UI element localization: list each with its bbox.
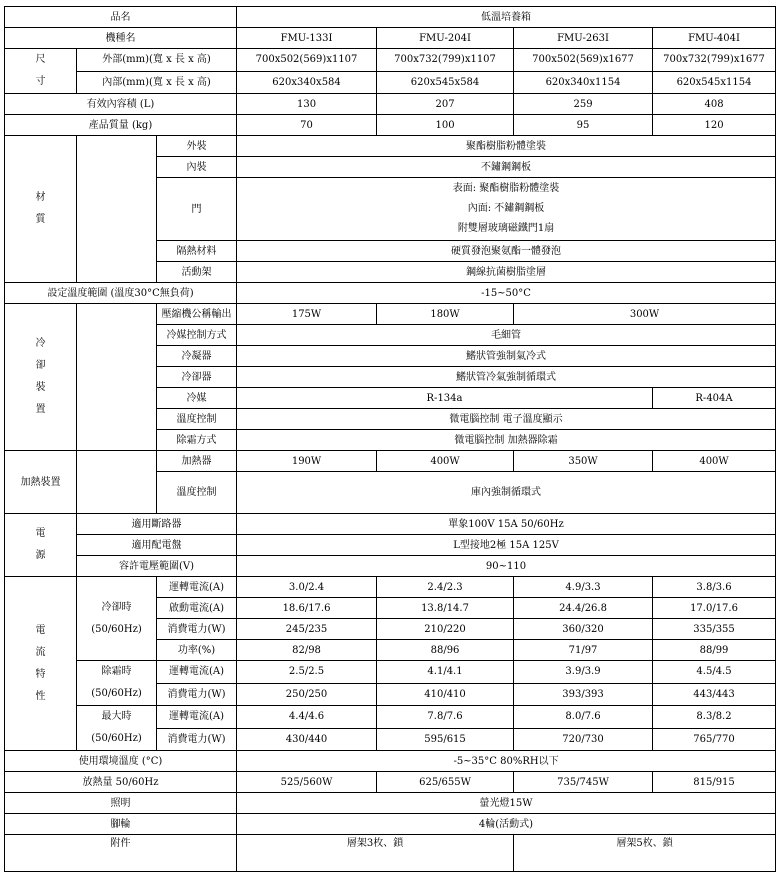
compressor-label: 壓縮機公稱輸出 xyxy=(157,304,237,325)
material-blank-cell xyxy=(77,136,157,283)
model-4: FMU-404I xyxy=(653,28,776,49)
cooling-running-current-1: 3.0/2.4 xyxy=(237,577,377,598)
heat-output-4: 815/915 xyxy=(653,772,776,793)
max-running-current-1: 4.4/4.6 xyxy=(237,706,377,729)
power-group-label: 電 源 xyxy=(5,514,77,577)
refrigerant-control-label: 冷媒控制方式 xyxy=(157,325,237,346)
row-weight xyxy=(5,115,776,136)
row-inner-dimensions xyxy=(5,71,776,94)
row-casters xyxy=(5,814,776,835)
cooling-running-current-4: 3.8/3.6 xyxy=(653,577,776,598)
breaker-value: 單象100V 15A 50/60Hz xyxy=(237,514,776,535)
row-outer-dimensions xyxy=(5,49,776,72)
compressor-3: 300W xyxy=(514,304,776,325)
heater-1: 190W xyxy=(237,451,377,472)
compressor-2: 180W xyxy=(377,304,514,325)
material-exterior-label: 外裝 xyxy=(157,136,237,157)
temp-range-label: 設定溫度範圍 (溫度30°C無負荷) xyxy=(5,283,237,304)
model-2: FMU-204I xyxy=(377,28,514,49)
defrost-power-1: 250/250 xyxy=(237,683,377,706)
weight-label: 產品質量 (kg) xyxy=(5,115,237,136)
electrical-group-label: 電 流 特 性 xyxy=(5,577,77,751)
weight-2: 100 xyxy=(377,115,514,136)
heat-output-3: 735/745W xyxy=(514,772,653,793)
model-1: FMU-133I xyxy=(237,28,377,49)
max-running-current-2: 7.8/7.6 xyxy=(377,706,514,729)
evaporator-label: 冷卻器 xyxy=(157,367,237,388)
heat-output-1: 525/560W xyxy=(237,772,377,793)
cooling-blank-cell xyxy=(77,304,157,451)
weight-3: 95 xyxy=(514,115,653,136)
heater-2: 400W xyxy=(377,451,514,472)
lighting-label: 照明 xyxy=(5,793,237,814)
cooling-starting-current-4: 17.0/17.6 xyxy=(653,598,776,619)
casters-value: 4輪(活動式) xyxy=(237,814,776,835)
capacity-2: 207 xyxy=(377,94,514,115)
outer-dimensions-3: 700x502(569)x1677 xyxy=(514,49,653,72)
cooling-starting-current-label: 啟動電流(A) xyxy=(157,598,237,619)
row-product-name xyxy=(5,7,776,28)
outer-dimensions-4: 700x732(799)x1677 xyxy=(653,49,776,72)
material-interior-label: 內裝 xyxy=(157,157,237,178)
row-heater xyxy=(5,451,776,472)
accessories-1: 層架3枚、鎖 xyxy=(237,835,514,872)
heating-blank-cell xyxy=(77,451,157,514)
cooling-running-current-label: 運轉電流(A) xyxy=(157,577,237,598)
cooling-starting-current-1: 18.6/17.6 xyxy=(237,598,377,619)
refrigerant-control-value: 毛細管 xyxy=(237,325,776,346)
refrigerant-label: 冷媒 xyxy=(157,388,237,409)
voltage-range-value: 90~110 xyxy=(237,556,776,577)
outer-dimensions-1: 700x502(569)x1107 xyxy=(237,49,377,72)
row-compressor xyxy=(5,304,776,325)
casters-label: 腳輪 xyxy=(5,814,237,835)
model-3: FMU-263I xyxy=(514,28,653,49)
material-exterior-value: 聚酯樹脂粉體塗裝 xyxy=(237,136,776,157)
material-interior-value: 不鏽鋼鋼板 xyxy=(237,157,776,178)
defrost-mode-label: 除霜時 (50/60Hz) xyxy=(77,661,157,706)
heat-output-2: 625/655W xyxy=(377,772,514,793)
row-outlet xyxy=(5,535,776,556)
refrigerant-2: R-404A xyxy=(653,388,776,409)
outer-dimensions-2: 700x732(799)x1107 xyxy=(377,49,514,72)
product-name-value: 低溫培養箱 xyxy=(237,7,776,28)
max-mode-label: 最大時 (50/60Hz) xyxy=(77,706,157,751)
outlet-value: L型接地2極 15A 125V xyxy=(237,535,776,556)
material-door-value xyxy=(237,178,776,241)
spec-table xyxy=(4,6,776,872)
defrost-power-2: 410/410 xyxy=(377,683,514,706)
defrost-running-current-1: 2.5/2.5 xyxy=(237,661,377,684)
voltage-range-label: 容許電壓範圍(V) xyxy=(77,556,237,577)
row-heat-output xyxy=(5,772,776,793)
cooling-group-label: 冷 卻 裝 置 xyxy=(5,304,77,451)
cooling-power-3: 360/320 xyxy=(514,619,653,640)
heating-temp-control-label: 溫度控制 xyxy=(157,472,237,514)
inner-dimensions-1: 620x340x584 xyxy=(237,71,377,94)
inner-dimensions-2: 620x545x584 xyxy=(377,71,514,94)
condenser-label: 冷凝器 xyxy=(157,346,237,367)
row-lighting xyxy=(5,793,776,814)
defrost-method-value: 微電腦控制 加熱器除霜 xyxy=(237,430,776,451)
heater-4: 400W xyxy=(653,451,776,472)
power-factor-4: 88/99 xyxy=(653,640,776,661)
max-running-current-4: 8.3/8.2 xyxy=(653,706,776,729)
defrost-running-current-label: 運轉電流(A) xyxy=(157,661,237,684)
heating-temp-control-value: 庫內強制循環式 xyxy=(237,472,776,514)
power-factor-2: 88/96 xyxy=(377,640,514,661)
row-temp-range xyxy=(5,283,776,304)
row-defrost-running-current xyxy=(5,661,776,684)
capacity-4: 408 xyxy=(653,94,776,115)
material-shelf-label: 活動架 xyxy=(157,262,237,283)
defrost-power-3: 393/393 xyxy=(514,683,653,706)
breaker-label: 適用斷路器 xyxy=(77,514,237,535)
heater-3: 350W xyxy=(514,451,653,472)
defrost-power-4: 443/443 xyxy=(653,683,776,706)
inner-dimensions-3: 620x340x1154 xyxy=(514,71,653,94)
ambient-value: -5~35°C 80%RH以下 xyxy=(237,751,776,772)
defrost-running-current-2: 4.1/4.1 xyxy=(377,661,514,684)
power-factor-3: 71/97 xyxy=(514,640,653,661)
max-power-2: 595/615 xyxy=(377,728,514,751)
defrost-method-label: 除霜方式 xyxy=(157,430,237,451)
max-running-current-3: 8.0/7.6 xyxy=(514,706,653,729)
defrost-power-label: 消費電力(W) xyxy=(157,683,237,706)
max-power-4: 765/770 xyxy=(653,728,776,751)
cooling-temp-control-value: 微電腦控制 電子溫度顯示 xyxy=(237,409,776,430)
cooling-mode-label: 冷卻時 (50/60Hz) xyxy=(77,577,157,661)
cooling-running-current-3: 4.9/3.3 xyxy=(514,577,653,598)
row-ambient xyxy=(5,751,776,772)
cooling-starting-current-2: 13.8/14.7 xyxy=(377,598,514,619)
capacity-3: 259 xyxy=(514,94,653,115)
refrigerant-1: R-134a xyxy=(237,388,653,409)
row-capacity xyxy=(5,94,776,115)
inner-dimensions-label: 內部(mm)(寬 x 長 x 高) xyxy=(77,71,237,94)
cooling-power-1: 245/235 xyxy=(237,619,377,640)
product-name-label: 品名 xyxy=(5,7,237,28)
inner-dimensions-4: 620x545x1154 xyxy=(653,71,776,94)
material-insulation-value: 硬質發泡聚氨酯一體發泡 xyxy=(237,241,776,262)
cooling-temp-control-label: 溫度控制 xyxy=(157,409,237,430)
capacity-label: 有效內容積 (L) xyxy=(5,94,237,115)
dimensions-group-label: 尺 寸 xyxy=(5,49,77,94)
row-max-running-current xyxy=(5,706,776,729)
evaporator-value: 鰭狀管冷氣強制循環式 xyxy=(237,367,776,388)
door-line-glass: 附雙層玻璃磁鐵門1扇 xyxy=(457,223,555,234)
ambient-label: 使用環境溫度 (°C) xyxy=(5,751,237,772)
max-power-1: 430/440 xyxy=(237,728,377,751)
max-running-current-label: 運轉電流(A) xyxy=(157,706,237,729)
material-door-label: 門 xyxy=(157,178,237,241)
outlet-label: 適用配電盤 xyxy=(77,535,237,556)
heating-group-label: 加熱裝置 xyxy=(5,451,77,514)
cooling-power-4: 335/355 xyxy=(653,619,776,640)
condenser-value: 鰭狀管強制氣冷式 xyxy=(237,346,776,367)
row-material-exterior xyxy=(5,136,776,157)
max-power-3: 720/730 xyxy=(514,728,653,751)
heater-label: 加熱器 xyxy=(157,451,237,472)
row-voltage-range xyxy=(5,556,776,577)
heat-output-label: 放熱量 50/60Hz xyxy=(5,772,237,793)
material-insulation-label: 隔熱材料 xyxy=(157,241,237,262)
row-model xyxy=(5,28,776,49)
door-line-inner: 內面: 不鏽鋼鋼板 xyxy=(467,203,545,214)
cooling-running-current-2: 2.4/2.3 xyxy=(377,577,514,598)
material-group-label: 材 質 xyxy=(5,136,77,283)
row-cooling-running-current xyxy=(5,577,776,598)
lighting-value: 螢光燈15W xyxy=(237,793,776,814)
defrost-running-current-4: 4.5/4.5 xyxy=(653,661,776,684)
cooling-power-label: 消費電力(W) xyxy=(157,619,237,640)
model-label: 機種名 xyxy=(5,28,237,49)
temp-range-value: -15~50°C xyxy=(237,283,776,304)
compressor-1: 175W xyxy=(237,304,377,325)
accessories-2: 層架5枚、鎖 xyxy=(514,835,776,872)
power-factor-1: 82/98 xyxy=(237,640,377,661)
door-line-surface: 表面: 聚酯樹脂粉體塗裝 xyxy=(452,183,560,194)
defrost-running-current-3: 3.9/3.9 xyxy=(514,661,653,684)
power-factor-label: 功率(%) xyxy=(157,640,237,661)
max-power-label: 消費電力(W) xyxy=(157,728,237,751)
cooling-power-2: 210/220 xyxy=(377,619,514,640)
row-breaker xyxy=(5,514,776,535)
cooling-starting-current-3: 24.4/26.8 xyxy=(514,598,653,619)
weight-1: 70 xyxy=(237,115,377,136)
weight-4: 120 xyxy=(653,115,776,136)
material-shelf-value: 鋼線抗菌樹脂塗層 xyxy=(237,262,776,283)
row-accessories xyxy=(5,835,776,872)
accessories-label: 附件 xyxy=(5,835,237,872)
outer-dimensions-label: 外部(mm)(寬 x 長 x 高) xyxy=(77,49,237,72)
capacity-1: 130 xyxy=(237,94,377,115)
